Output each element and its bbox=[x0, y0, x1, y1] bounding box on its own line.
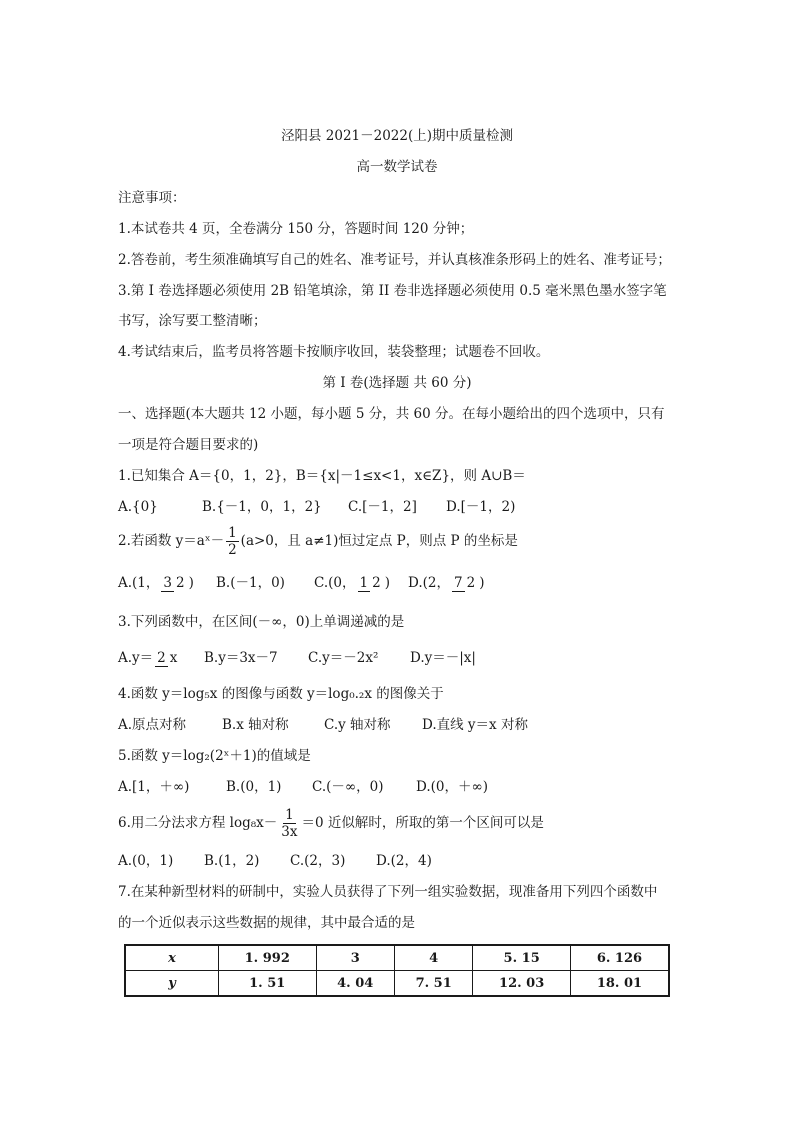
table-cell: 1. 992 bbox=[219, 945, 317, 971]
question-4-options bbox=[118, 715, 684, 735]
exam-subtitle: 高一数学试卷 bbox=[356, 159, 438, 175]
question-7-stem-cont: 的一个近似表示这些数据的规律，其中最合适的是 bbox=[118, 915, 415, 931]
option-a: A.(1， 3 2 ) bbox=[118, 575, 194, 591]
question-4-stem: 4.函数 y＝log₅x 的图像与函数 y＝log₀.₂x 的图像关于 bbox=[118, 686, 444, 702]
section-instructions-cont: 一项是符合题目要求的) bbox=[118, 437, 259, 453]
option-d: D.(2，4) bbox=[376, 853, 432, 869]
table-cell: 3 bbox=[316, 945, 394, 971]
option-c: C.(0， 1 2 ) bbox=[314, 575, 390, 591]
option-b: B.(0，1) bbox=[226, 779, 282, 795]
section-instructions: 一、选择题(本大题共 12 小题，每小题 5 分，共 60 分。在每小题给出的四个选项中，只有 bbox=[118, 406, 665, 422]
option-b: B.(1，2) bbox=[204, 853, 260, 869]
notice-item-3: 3.第 I 卷选择题必须使用 2B 铅笔填涂，第 II 卷非选择题必须使用 0.5 毫米黑色墨水签字笔 bbox=[118, 283, 667, 299]
notice-item-3-cont: 书写，涂写要工整清晰； bbox=[118, 313, 267, 329]
question-2-options bbox=[118, 566, 684, 600]
notice-item-2: 2.答卷前，考生须准确填写自己的姓名、准考证号，并认真核准条形码上的姓名、准考证号； bbox=[118, 252, 671, 268]
question-1-stem: 1.已知集合 A＝{0，1，2}，B＝{x|－1≤x<1，x∈Z}，则 A∪B＝ bbox=[118, 468, 526, 484]
option-a: A.{0} bbox=[118, 499, 158, 515]
table-cell: 1. 51 bbox=[219, 971, 317, 997]
table-row-x bbox=[125, 945, 669, 971]
option-d: D.[－1，2) bbox=[446, 499, 516, 515]
table-cell: 4. 04 bbox=[316, 971, 394, 997]
data-table bbox=[124, 944, 670, 997]
row-label-y: y bbox=[125, 971, 219, 997]
option-b: B.x 轴对称 bbox=[222, 717, 289, 733]
table-cell: 18. 01 bbox=[570, 971, 669, 997]
option-d: D.(0，＋∞) bbox=[416, 779, 489, 795]
question-3-stem: 3.下列函数中，在区间(－∞，0)上单调递减的是 bbox=[118, 614, 405, 630]
table-cell: 7. 51 bbox=[394, 971, 472, 997]
option-c: C.(－∞，0) bbox=[312, 779, 384, 795]
section-title: 第 I 卷(选择题 共 60 分) bbox=[322, 375, 472, 391]
question-7-stem: 7.在某种新型材料的研制中，实验人员获得了下列一组实验数据，现准备用下列四个函数中 bbox=[118, 884, 658, 900]
table-cell: 12. 03 bbox=[473, 971, 571, 997]
option-a: A.[1，＋∞) bbox=[118, 779, 190, 795]
fraction: $\frac{1}{3x}$ bbox=[281, 807, 298, 840]
option-a: A.原点对称 bbox=[118, 717, 187, 733]
question-6-options bbox=[118, 851, 684, 871]
notice-heading: 注意事项： bbox=[118, 190, 186, 206]
option-d: D.y＝－|x| bbox=[410, 650, 476, 666]
option-b: B.y＝3x－7 bbox=[204, 650, 278, 666]
table-cell: 6. 126 bbox=[570, 945, 669, 971]
option-b: B.(－1，0) bbox=[216, 575, 285, 591]
table-cell: 4 bbox=[394, 945, 472, 971]
option-d: D.直线 y＝x 对称 bbox=[422, 717, 528, 733]
question-1-options bbox=[118, 497, 684, 517]
question-5-stem: 5.函数 y＝log₂(2ˣ＋1)的值域是 bbox=[118, 748, 311, 764]
option-a: A.y＝ 2 x bbox=[118, 650, 178, 666]
row-label-x: x bbox=[125, 945, 219, 971]
fraction: $\frac{1}{2}$ bbox=[228, 525, 237, 558]
notice-item-1: 1.本试卷共 4 页，全卷满分 150 分，答题时间 120 分钟； bbox=[118, 221, 474, 237]
question-2-stem: 2.若函数 y＝aˣ－ $\frac{1}{2}$ (a>0，且 a≠1)恒过定点 P，则点 P 的坐标是 bbox=[118, 525, 518, 558]
option-c: C.y 轴对称 bbox=[324, 717, 391, 733]
option-a: A.(0，1) bbox=[118, 853, 174, 869]
question-6-stem: 6.用二分法求方程 log₈x－ $\frac{1}{3x}$ ＝0 近似解时，所取的第一个区间可以是 bbox=[118, 807, 544, 840]
question-3-options bbox=[118, 641, 684, 675]
option-c: C.[－1，2] bbox=[348, 499, 417, 515]
question-5-options bbox=[118, 777, 684, 797]
option-c: C.y＝－2x² bbox=[308, 650, 379, 666]
option-d: D.(2， 7 2 ) bbox=[408, 575, 485, 591]
table-row-y bbox=[125, 971, 669, 997]
exam-title: 泾阳县 2021－2022(上)期中质量检测 bbox=[280, 128, 514, 144]
notice-item-4: 4.考试结束后，监考员将答题卡按顺序收回，装袋整理；试题卷不回收。 bbox=[118, 344, 550, 360]
option-c: C.(2，3) bbox=[290, 853, 346, 869]
table-cell: 5. 15 bbox=[473, 945, 571, 971]
option-b: B.{－1，0，1，2} bbox=[202, 499, 322, 515]
